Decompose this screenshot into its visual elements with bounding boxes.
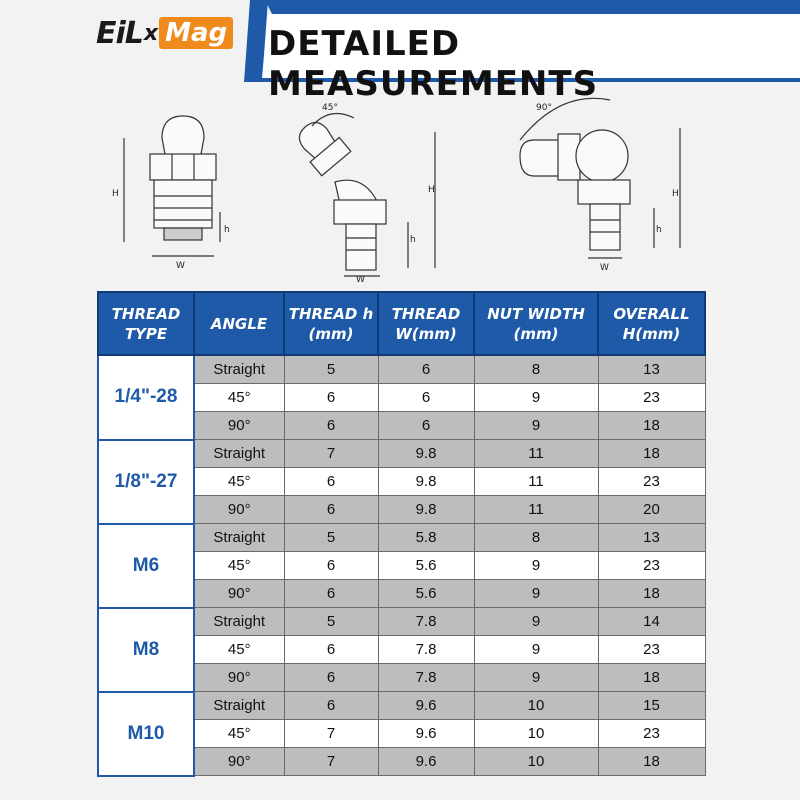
col-nut-width-label: NUT WIDTH (mm) (487, 304, 585, 343)
table-body (98, 355, 705, 776)
thread-h-cell: 6 (284, 636, 378, 664)
nut-width-cell: 8 (474, 355, 598, 384)
straight-H-label: H (112, 189, 119, 199)
thread-w-cell: 5.6 (378, 580, 474, 608)
straight-W-label: W (176, 261, 185, 271)
col-overall-h (598, 292, 705, 355)
thread-h-cell: 6 (284, 468, 378, 496)
thread-h-cell: 6 (284, 552, 378, 580)
angle-cell: Straight (194, 355, 284, 384)
thread-w-cell: 9.6 (378, 692, 474, 720)
col-thread-w (378, 292, 474, 355)
header-banner (0, 0, 800, 104)
angle-cell: 90° (194, 580, 284, 608)
thread-type-cell: 1/8"-27 (98, 440, 194, 524)
overall-h-cell: 18 (598, 440, 705, 468)
page-title: DETAILED MEASUREMENTS (268, 24, 599, 104)
angle-cell: 90° (194, 664, 284, 692)
angle-cell: Straight (194, 608, 284, 636)
nut-width-cell: 9 (474, 552, 598, 580)
thread-w-cell: 9.8 (378, 468, 474, 496)
nut-width-cell: 11 (474, 468, 598, 496)
thread-h-cell: 6 (284, 580, 378, 608)
overall-h-cell: 18 (598, 580, 705, 608)
angle-cell: Straight (194, 524, 284, 552)
thread-h-cell: 6 (284, 664, 378, 692)
col-angle-label: ANGLE (210, 314, 268, 333)
nut-width-cell: 11 (474, 496, 598, 524)
thread-w-cell: 5.8 (378, 524, 474, 552)
thread-w-cell: 9.6 (378, 748, 474, 776)
nut-width-cell: 9 (474, 580, 598, 608)
overall-h-cell: 13 (598, 355, 705, 384)
overall-h-cell: 15 (598, 692, 705, 720)
angle-cell: 45° (194, 552, 284, 580)
thread-h-cell: 7 (284, 440, 378, 468)
thread-h-cell: 6 (284, 384, 378, 412)
straight-h-label: h (224, 225, 230, 235)
nut-width-cell: 10 (474, 692, 598, 720)
nut-width-cell: 10 (474, 748, 598, 776)
col-overall-h-label: OVERALL H(mm) (613, 304, 690, 343)
thread-h-cell: 6 (284, 412, 378, 440)
nut-width-cell: 11 (474, 440, 598, 468)
thread-w-cell: 5.6 (378, 552, 474, 580)
col-thread-w-label: THREAD W(mm) (391, 304, 461, 343)
overall-h-cell: 20 (598, 496, 705, 524)
angle45-h-label: h (410, 235, 416, 245)
table-row (98, 440, 705, 468)
angle90-fitting-diagram (520, 98, 680, 273)
overall-h-cell: 23 (598, 468, 705, 496)
table-row (98, 355, 705, 384)
thread-w-cell: 6 (378, 355, 474, 384)
angle-cell: 45° (194, 720, 284, 748)
angle45-fitting-diagram (291, 103, 435, 284)
col-angle (194, 292, 284, 355)
thread-w-cell: 9.8 (378, 496, 474, 524)
thread-w-cell: 7.8 (378, 664, 474, 692)
col-nut-width (474, 292, 598, 355)
thread-h-cell: 7 (284, 720, 378, 748)
thread-w-cell: 6 (378, 412, 474, 440)
angle-cell: 90° (194, 748, 284, 776)
table-row (98, 608, 705, 636)
thread-w-cell: 9.8 (378, 440, 474, 468)
thread-type-cell: M8 (98, 608, 194, 692)
angle90-H-label: H (672, 189, 679, 199)
thread-w-cell: 6 (378, 384, 474, 412)
table-row (98, 692, 705, 720)
angle45-label: 45° (322, 103, 338, 113)
thread-w-cell: 7.8 (378, 608, 474, 636)
angle-cell: Straight (194, 692, 284, 720)
nut-width-cell: 9 (474, 384, 598, 412)
nut-width-cell: 9 (474, 664, 598, 692)
overall-h-cell: 18 (598, 748, 705, 776)
thread-type-cell: M6 (98, 524, 194, 608)
thread-h-cell: 5 (284, 524, 378, 552)
angle-cell: 90° (194, 412, 284, 440)
thread-h-cell: 5 (284, 608, 378, 636)
angle45-W-label: W (356, 275, 365, 284)
col-thread-h-label: THREAD h (mm) (288, 304, 374, 343)
col-thread-type (98, 292, 194, 355)
col-thread-h (284, 292, 378, 355)
overall-h-cell: 13 (598, 524, 705, 552)
angle90-h-label: h (656, 225, 662, 235)
thread-type-cell: 1/4"-28 (98, 355, 194, 440)
overall-h-cell: 23 (598, 552, 705, 580)
overall-h-cell: 18 (598, 664, 705, 692)
angle-cell: Straight (194, 440, 284, 468)
angle-cell: 45° (194, 384, 284, 412)
nut-width-cell: 9 (474, 608, 598, 636)
angle-cell: 45° (194, 636, 284, 664)
overall-h-cell: 23 (598, 636, 705, 664)
nut-width-cell: 10 (474, 720, 598, 748)
angle45-H-label: H (428, 185, 435, 195)
angle90-W-label: W (600, 263, 609, 273)
thread-w-cell: 9.6 (378, 720, 474, 748)
straight-fitting-diagram (112, 116, 230, 271)
thread-h-cell: 6 (284, 692, 378, 720)
col-thread-type-label: THREAD TYPE (111, 304, 181, 343)
fitting-diagrams (90, 92, 710, 284)
logo-text-left: EiL (96, 15, 143, 51)
logo-text-right: Mag (159, 17, 233, 49)
angle-cell: 90° (194, 496, 284, 524)
overall-h-cell: 23 (598, 720, 705, 748)
table-row (98, 524, 705, 552)
overall-h-cell: 14 (598, 608, 705, 636)
angle-cell: 45° (194, 468, 284, 496)
thread-w-cell: 7.8 (378, 636, 474, 664)
nut-width-cell: 8 (474, 524, 598, 552)
thread-h-cell: 5 (284, 355, 378, 384)
thread-h-cell: 7 (284, 748, 378, 776)
table-header-row (98, 292, 705, 355)
logo-text-x: x (143, 20, 159, 46)
overall-h-cell: 18 (598, 412, 705, 440)
thread-type-cell: M10 (98, 692, 194, 776)
brand-logo (96, 16, 233, 50)
thread-h-cell: 6 (284, 496, 378, 524)
nut-width-cell: 9 (474, 636, 598, 664)
angle90-label: 90° (536, 103, 552, 113)
overall-h-cell: 23 (598, 384, 705, 412)
measurements-table (97, 291, 706, 777)
nut-width-cell: 9 (474, 412, 598, 440)
